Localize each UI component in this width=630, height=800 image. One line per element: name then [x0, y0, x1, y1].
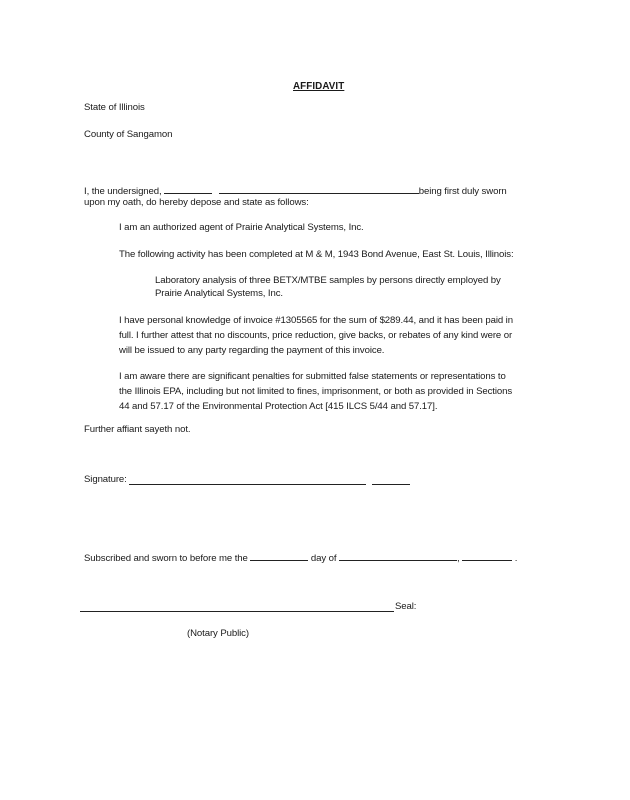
- agent-statement: I am an authorized agent of Prairie Analytical Systems, Inc.: [119, 222, 364, 233]
- penalties-line-1: I am aware there are significant penalties for submitted false statements or representations to: [119, 371, 506, 382]
- intro-line-1: [84, 184, 507, 198]
- county-line: County of Sangamon: [84, 129, 173, 140]
- sworn-year-blank[interactable]: [462, 551, 512, 561]
- signature-date-blank[interactable]: [372, 484, 410, 485]
- intro-line-2: upon my oath, do hereby depose and state as follows:: [84, 197, 309, 208]
- document-title: AFFIDAVIT: [293, 81, 345, 92]
- intro-undersigned-text: I, the undersigned,: [84, 186, 162, 197]
- knowledge-line-3: will be issued to any party regarding the payment of this invoice.: [119, 345, 385, 356]
- sworn-day-of-text: day of: [310, 553, 337, 564]
- sworn-line: [84, 551, 517, 565]
- notary-label: (Notary Public): [187, 628, 249, 639]
- state-line: State of Illinois: [84, 102, 145, 113]
- activity-detail-line-2: Prairie Analytical Systems, Inc.: [155, 288, 283, 299]
- sworn-period: .: [514, 553, 518, 564]
- seal-label: Seal:: [395, 601, 417, 612]
- sworn-text: Subscribed and sworn to before me the: [84, 553, 248, 564]
- name-blank[interactable]: [164, 184, 212, 194]
- title-blank[interactable]: [219, 184, 419, 194]
- signature-blank[interactable]: [129, 484, 366, 485]
- sworn-day-blank[interactable]: [250, 551, 308, 561]
- notary-signature-blank[interactable]: [80, 611, 394, 612]
- sworn-month-blank[interactable]: [339, 551, 457, 561]
- activity-detail-line-1: Laboratory analysis of three BETX/MTBE samples by persons directly employed by: [155, 275, 501, 286]
- signature-label: Signature:: [84, 474, 127, 485]
- knowledge-line-1: I have personal knowledge of invoice #1305565 for the sum of $289.44, and it has been paid in: [119, 315, 513, 326]
- knowledge-line-2: full. I further attest that no discounts, price reduction, give backs, or rebates of any kind were or: [119, 330, 513, 341]
- penalties-line-2: the Illinois EPA, including but not limited to fines, imprisonment, or both as provided in Sections: [119, 386, 513, 397]
- further-affiant-line: Further affiant sayeth not.: [84, 424, 191, 435]
- activity-statement: The following activity has been completed at M & M, 1943 Bond Avenue, East St. Louis, Illinois:: [119, 249, 514, 260]
- penalties-line-3: 44 and 57.17 of the Environmental Protection Act [415 ILCS 5/44 and 57.17].: [119, 401, 438, 412]
- intro-sworn-text: being first duly sworn: [418, 186, 507, 197]
- sworn-comma: ,: [457, 553, 460, 564]
